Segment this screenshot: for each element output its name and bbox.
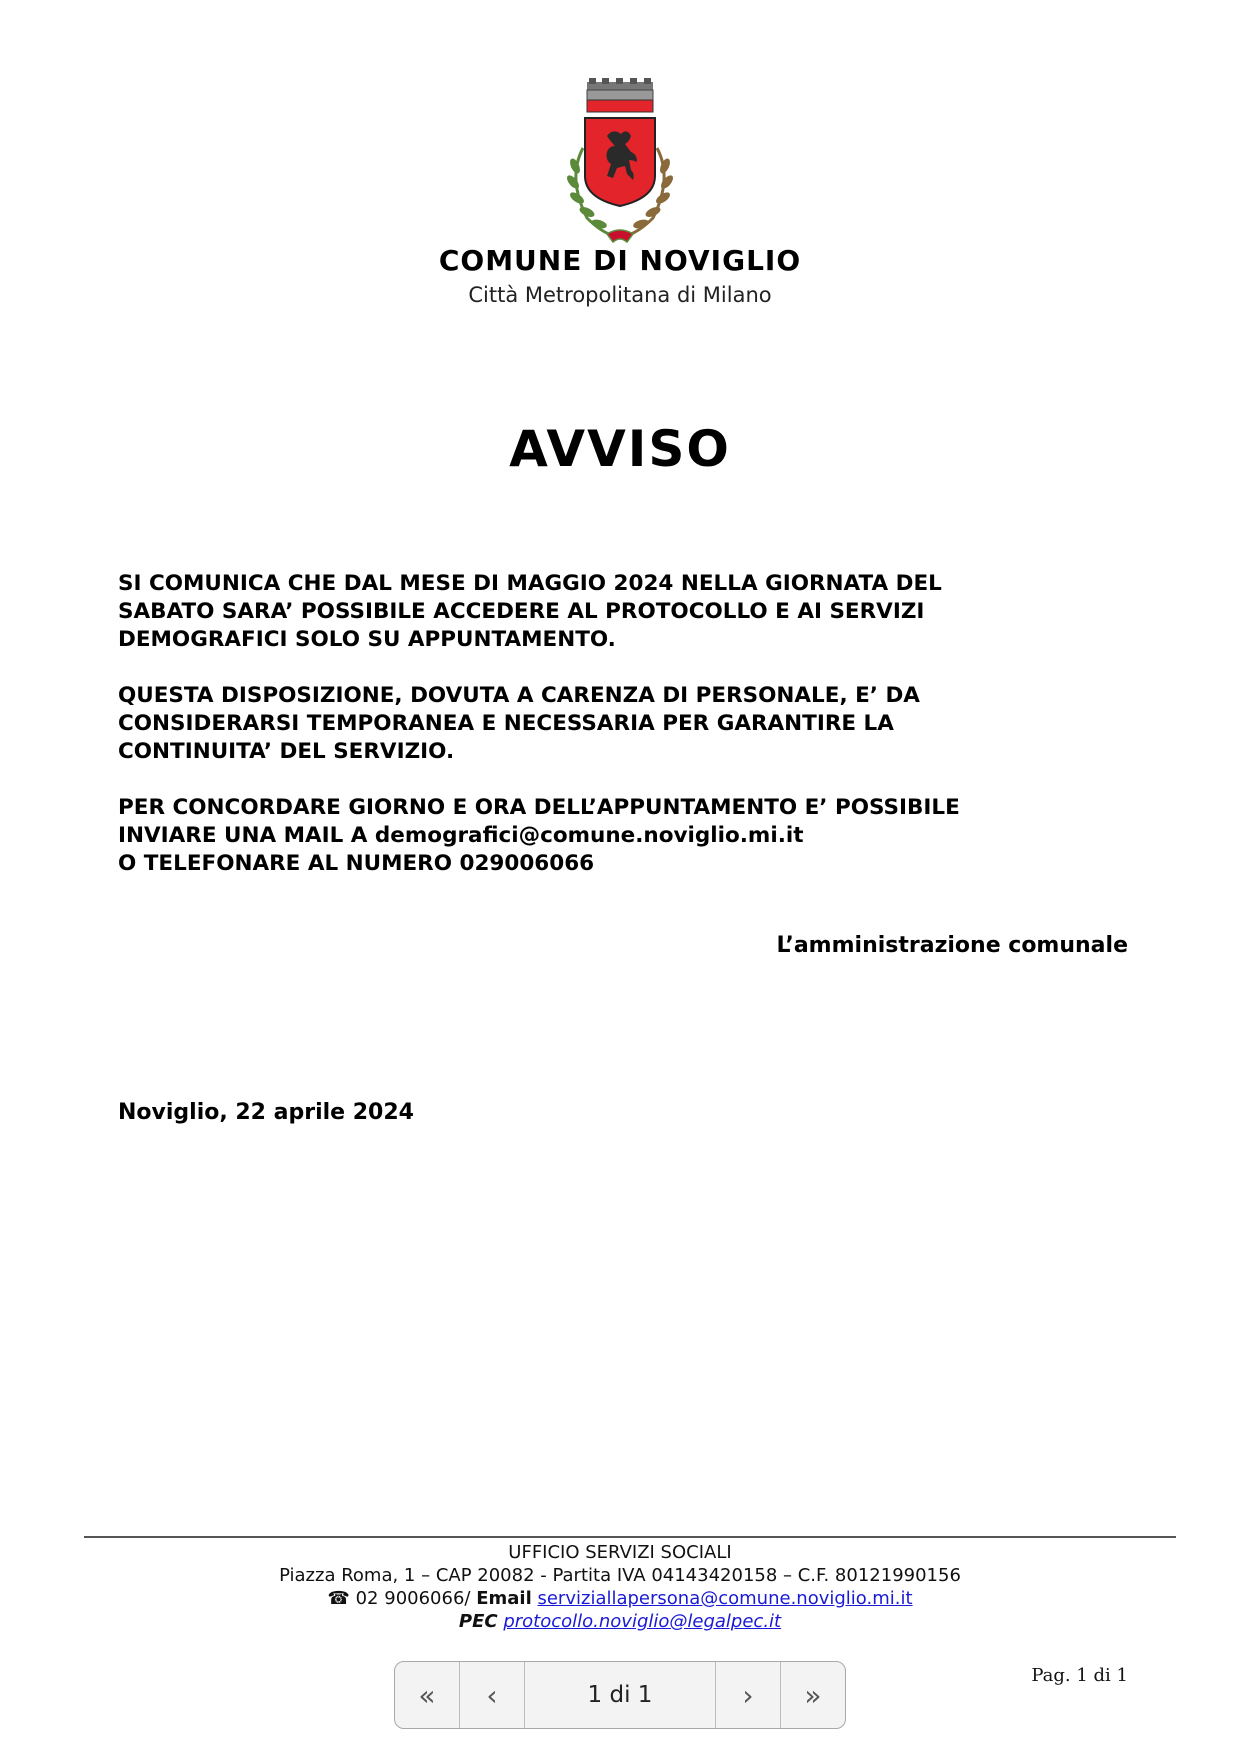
footer-pec-link[interactable]: protocollo.noviglio@legalpec.it xyxy=(503,1611,782,1632)
previous-page-button[interactable]: ‹ xyxy=(460,1662,525,1728)
org-subtitle: Città Metropolitana di Milano xyxy=(468,283,772,307)
footer-email-link[interactable]: serviziallapersona@comune.noviglio.mi.it xyxy=(537,1588,913,1609)
next-page-button[interactable]: › xyxy=(716,1662,781,1728)
notice-body xyxy=(118,570,1138,906)
last-page-button[interactable]: » xyxy=(804,1678,822,1712)
paragraph-line: SI COMUNICA CHE DAL MESE DI MAGGIO 2024 NELLA GIORNATA DEL xyxy=(118,571,942,596)
paragraph-line: SABATO SARA’ POSSIBILE ACCEDERE AL PROTOCOLLO E AI SERVIZI xyxy=(118,599,925,624)
footer-pec-label: PEC xyxy=(458,1611,498,1632)
paragraph-line: CONSIDERARSI TEMPORANEA E NECESSARIA PER GARANTIRE LA xyxy=(118,711,894,736)
footer-email-label: Email xyxy=(476,1588,532,1609)
paragraph-line: DEMOGRAFICI SOLO SU APPUNTAMENTO. xyxy=(118,627,616,652)
paragraph-1 xyxy=(118,570,1138,654)
paragraph-3 xyxy=(118,794,1138,878)
paragraph-2 xyxy=(118,682,1138,766)
paragraph-line: INVIARE UNA MAIL A demografici@comune.noviglio.mi.it xyxy=(118,823,804,848)
paragraph-line: CONTINUITA’ DEL SERVIZIO. xyxy=(118,739,455,764)
footer-contacts xyxy=(0,1587,1240,1610)
first-page-button[interactable]: « xyxy=(395,1662,460,1728)
paragraph-line: PER CONCORDARE GIORNO E ORA DELL’APPUNTAMENTO E’ POSSIBILE xyxy=(118,795,960,820)
org-name: COMUNE DI NOVIGLIO xyxy=(438,244,802,277)
footer-divider xyxy=(84,1536,1176,1538)
footer-pec xyxy=(0,1610,1240,1633)
notice-title: AVVISO xyxy=(509,420,731,478)
page-indicator: 1 di 1 xyxy=(525,1662,716,1728)
paragraph-line: QUESTA DISPOSIZIONE, DOVUTA A CARENZA DI PERSONALE, E’ DA xyxy=(118,683,920,708)
page-navigator xyxy=(394,1661,846,1729)
place-date: Noviglio, 22 aprile 2024 xyxy=(118,1100,414,1125)
coat-of-arms-icon xyxy=(557,78,683,244)
paragraph-line: O TELEFONARE AL NUMERO 029006066 xyxy=(118,851,595,876)
footer-address: Piazza Roma, 1 – CAP 20082 - Partita IVA 04143420158 – C.F. 80121990156 xyxy=(279,1565,961,1586)
signature: L’amministrazione comunale xyxy=(776,933,1128,958)
page-number: Pag. 1 di 1 xyxy=(1031,1665,1128,1686)
footer-phone: 02 9006066/ xyxy=(355,1588,471,1609)
footer-office: UFFICIO SERVIZI SOCIALI xyxy=(508,1542,732,1563)
footer xyxy=(0,1541,1240,1633)
telephone-icon: ☎ xyxy=(327,1588,350,1609)
